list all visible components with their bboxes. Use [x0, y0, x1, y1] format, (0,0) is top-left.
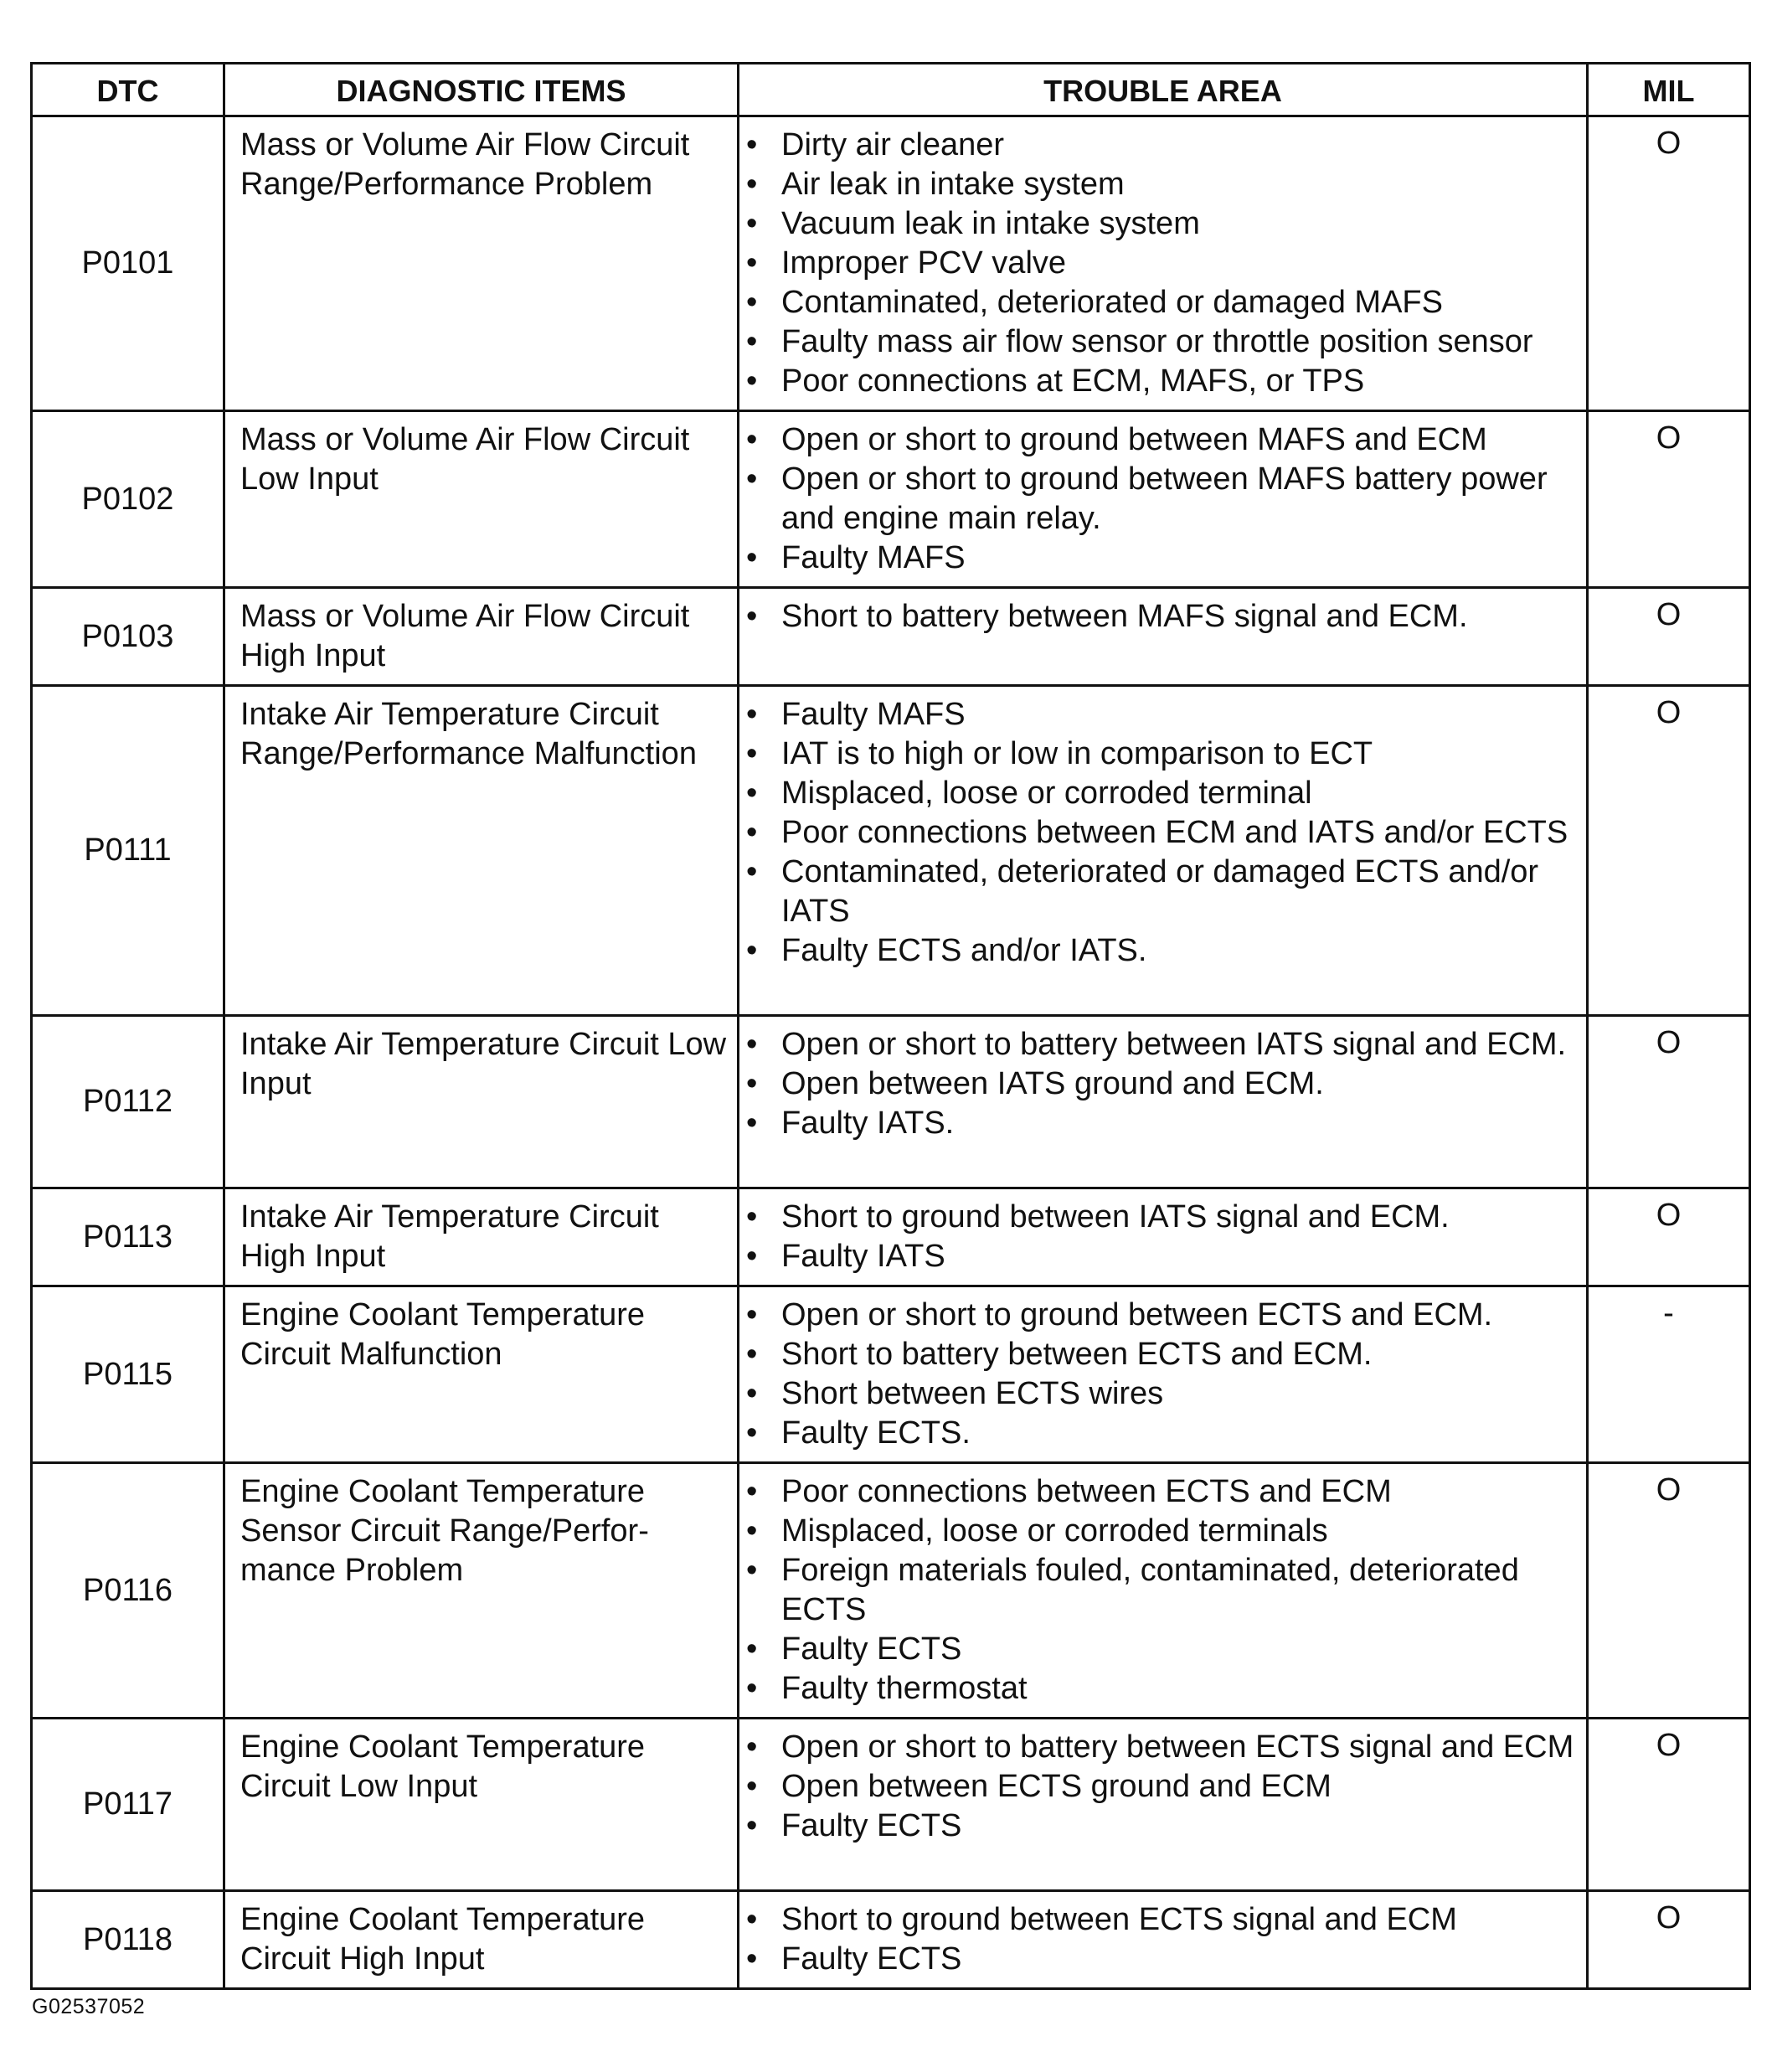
mil-indicator: O — [1588, 1188, 1750, 1286]
trouble-list-item: • Open or short to ground between MAFS battery power and engine main relay. — [781, 460, 1578, 539]
trouble-area — [739, 411, 1588, 588]
mil-indicator: - — [1588, 1286, 1750, 1463]
trouble-list-item: • Faulty thermostat — [781, 1669, 1578, 1709]
dtc-code: P0115 — [32, 1286, 224, 1463]
trouble-list-item: • Contaminated, deteriorated or damaged ECTS and/or IATS — [781, 853, 1578, 931]
trouble-list-item: • Short to battery between MAFS signal and ECM. — [781, 597, 1578, 637]
dtc-table — [30, 62, 1751, 1990]
table-row — [32, 1016, 1750, 1188]
trouble-list-item: • Open between ECTS ground and ECM — [781, 1767, 1578, 1807]
trouble-list-item: • Misplaced, loose or corroded terminals — [781, 1512, 1578, 1551]
header-trouble-area: TROUBLE AREA — [739, 64, 1588, 116]
table-row — [32, 1891, 1750, 1989]
trouble-list-item: • Faulty IATS. — [781, 1104, 1578, 1143]
trouble-list-item: • Open or short to battery between IATS signal and ECM. — [781, 1025, 1578, 1064]
dtc-code: P0102 — [32, 411, 224, 588]
mil-indicator: O — [1588, 116, 1750, 411]
dtc-code: P0117 — [32, 1719, 224, 1891]
mil-indicator: O — [1588, 1719, 1750, 1891]
trouble-list-item: • Faulty ECTS — [781, 1630, 1578, 1669]
trouble-list-item: • Faulty mass air flow sensor or throttle position sensor — [781, 322, 1578, 362]
table-row — [32, 686, 1750, 1016]
header-mil: MIL — [1588, 64, 1750, 116]
table-row — [32, 1188, 1750, 1286]
mil-indicator: O — [1588, 1016, 1750, 1188]
trouble-list-item: • Open or short to ground between MAFS and ECM — [781, 420, 1578, 460]
trouble-list-item: • Poor connections at ECM, MAFS, or TPS — [781, 362, 1578, 401]
trouble-list-item: • Poor connections between ECM and IATS and/or ECTS — [781, 813, 1578, 853]
table-row — [32, 116, 1750, 411]
trouble-list — [781, 420, 1578, 578]
trouble-list-item: • Faulty MAFS — [781, 539, 1578, 578]
trouble-list-item: • Faulty ECTS — [781, 1807, 1578, 1846]
mil-indicator: O — [1588, 411, 1750, 588]
dtc-code: P0118 — [32, 1891, 224, 1989]
trouble-list — [781, 597, 1578, 637]
trouble-list-item: • Foreign materials fouled, contaminated, deteriorated ECTS — [781, 1551, 1578, 1630]
trouble-list-item: • Faulty ECTS — [781, 1940, 1578, 1979]
diagnostic-item: Engine Coolant Temperature Circuit Malfunction — [224, 1286, 739, 1463]
table-row — [32, 1463, 1750, 1719]
trouble-list-item: • Vacuum leak in intake system — [781, 204, 1578, 244]
trouble-list — [781, 1472, 1578, 1709]
mil-indicator: O — [1588, 686, 1750, 1016]
header-row — [32, 64, 1750, 116]
trouble-list — [781, 1198, 1578, 1276]
trouble-list-item: • Contaminated, deteriorated or damaged MAFS — [781, 283, 1578, 322]
diagnostic-item: Mass or Volume Air Flow Circuit High Input — [224, 588, 739, 686]
table-row — [32, 1286, 1750, 1463]
dtc-code: P0116 — [32, 1463, 224, 1719]
dtc-code: P0103 — [32, 588, 224, 686]
trouble-list-item: • Improper PCV valve — [781, 244, 1578, 283]
trouble-list-item: • Short to ground between ECTS signal and ECM — [781, 1900, 1578, 1940]
trouble-area — [739, 1016, 1588, 1188]
trouble-area — [739, 588, 1588, 686]
dtc-code: P0112 — [32, 1016, 224, 1188]
trouble-area — [739, 1719, 1588, 1891]
trouble-list — [781, 126, 1578, 401]
diagnostic-item: Intake Air Temperature Circuit Range/Performance Malfunction — [224, 686, 739, 1016]
header-dtc: DTC — [32, 64, 224, 116]
table-header — [32, 64, 1750, 116]
trouble-area — [739, 686, 1588, 1016]
trouble-list-item: • Poor connections between ECTS and ECM — [781, 1472, 1578, 1512]
header-diagnostic-items: DIAGNOSTIC ITEMS — [224, 64, 739, 116]
dtc-code: P0113 — [32, 1188, 224, 1286]
trouble-list-item: • Dirty air cleaner — [781, 126, 1578, 165]
diagnostic-item: Engine Coolant Temperature Circuit High Input — [224, 1891, 739, 1989]
trouble-list — [781, 1900, 1578, 1979]
mil-indicator: O — [1588, 1463, 1750, 1719]
trouble-list-item: • Open between IATS ground and ECM. — [781, 1064, 1578, 1104]
trouble-list-item: • Open or short to battery between ECTS signal and ECM — [781, 1728, 1578, 1767]
mil-indicator: O — [1588, 1891, 1750, 1989]
trouble-area — [739, 1188, 1588, 1286]
diagnostic-item: Engine Coolant Temperature Circuit Low Input — [224, 1719, 739, 1891]
table-body — [32, 116, 1750, 1989]
trouble-list-item: • Misplaced, loose or corroded terminal — [781, 774, 1578, 813]
trouble-list — [781, 1025, 1578, 1143]
table-row — [32, 411, 1750, 588]
diagnostic-item: Intake Air Temperature Circuit High Input — [224, 1188, 739, 1286]
dtc-code: P0111 — [32, 686, 224, 1016]
trouble-list-item: • Short to battery between ECTS and ECM. — [781, 1335, 1578, 1374]
diagnostic-item: Mass or Volume Air Flow Circuit Range/Performance Problem — [224, 116, 739, 411]
trouble-list — [781, 1728, 1578, 1846]
diagnostic-item: Intake Air Temperature Circuit Low Input — [224, 1016, 739, 1188]
table-row — [32, 588, 1750, 686]
trouble-area — [739, 1286, 1588, 1463]
trouble-area — [739, 116, 1588, 411]
trouble-list-item: • Open or short to ground between ECTS and ECM. — [781, 1296, 1578, 1335]
trouble-area — [739, 1463, 1588, 1719]
trouble-list-item: • Air leak in intake system — [781, 165, 1578, 204]
trouble-list — [781, 695, 1578, 971]
trouble-list-item: • Faulty ECTS and/or IATS. — [781, 931, 1578, 971]
trouble-list-item: • Short between ECTS wires — [781, 1374, 1578, 1414]
trouble-list-item: • Faulty IATS — [781, 1237, 1578, 1276]
trouble-area — [739, 1891, 1588, 1989]
mil-indicator: O — [1588, 588, 1750, 686]
trouble-list-item: • Short to ground between IATS signal and ECM. — [781, 1198, 1578, 1237]
dtc-code: P0101 — [32, 116, 224, 411]
figure-id: G02537052 — [32, 1995, 146, 2018]
trouble-list-item: • Faulty MAFS — [781, 695, 1578, 734]
trouble-list-item: • Faulty ECTS. — [781, 1414, 1578, 1453]
table-row — [32, 1719, 1750, 1891]
diagnostic-item: Mass or Volume Air Flow Circuit Low Input — [224, 411, 739, 588]
trouble-list — [781, 1296, 1578, 1453]
diagnostic-item: Engine Coolant Temperature Sensor Circuit Range/Perfor-mance Problem — [224, 1463, 739, 1719]
trouble-list-item: • IAT is to high or low in comparison to ECT — [781, 734, 1578, 774]
